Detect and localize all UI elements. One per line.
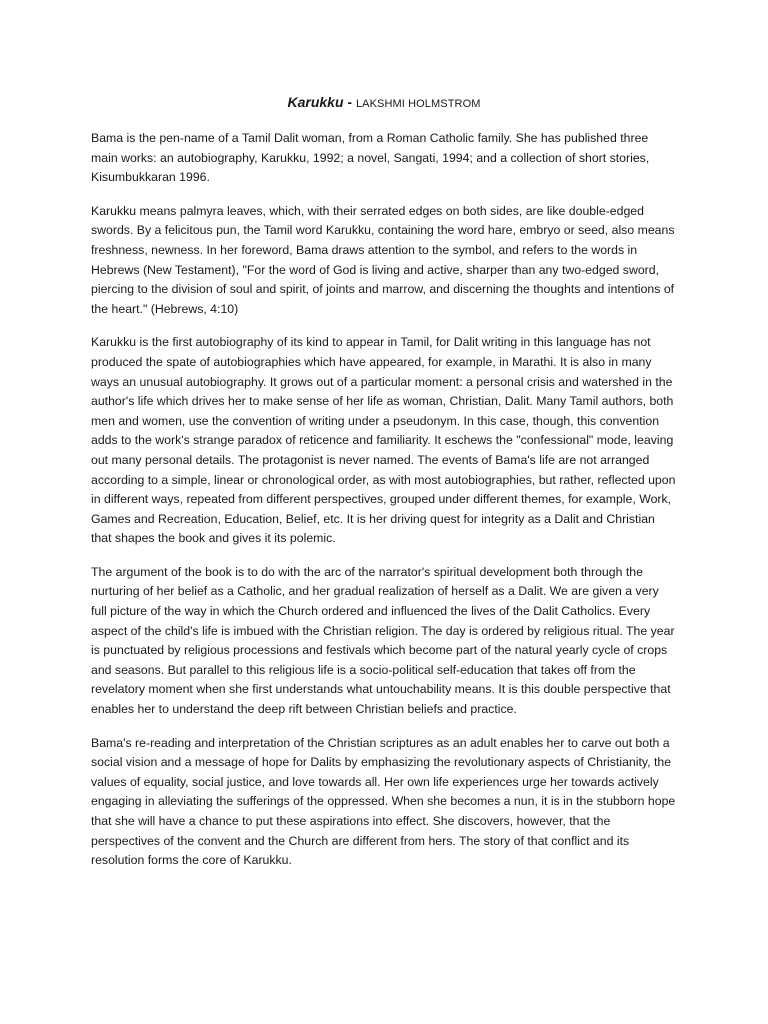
paragraph-scripture: Bama's re-reading and interpretation of the Christian scriptures as an adult enables her to carve out both a social vision and a message of hope for Dalits by emphasizing the revolutionary aspects of Christianity, the values of equality, social justice, and love towards all. Her own life experiences urge her towards actively engaging in alleviating the sufferings of the oppressed. When she becomes a nun, it is in the stubborn hope that she will have a chance to put these aspirations into effect. She discovers, however, that the perspectives of the convent and the Church are different from hers. The story of that conflict and its resolution forms the core of Karukku. [91, 735, 676, 868]
paragraph-autobiography: Karukku is the first autobiography of its kind to appear in Tamil, for Dalit writing in this language has not produced the spate of autobiographies which have appeared, for example, in Marathi. It is also in many ways an unusual autobiography. It grows out of a particular moment: a personal crisis and watershed in the author's life which drives her to make sense of her life as woman, Christian, Dalit. Many Tamil authors, both men and women, use the convention of writing under a pseudonym. In this case, though, this convention adds to the work's strange paradox of reticence and familiarity. It eschews the "confessional" mode, leaving out many personal details. The protagonist is never named. The events of Bama's life are not arranged according to a simple, linear or chronological order, as with most autobiographies, but rather, reflected upon in different ways, repeated from different perspectives, grouped under different themes, for example, Work, Games and Recreation, Education, Belief, etc. It is her driving quest for integrity as a Dalit and Christian that shapes the book and gives it its polemic. [91, 335, 676, 546]
document-title [91, 92, 677, 114]
paragraph-meaning: Karukku means palmyra leaves, which, with their serrated edges on both sides, are like double-edged swords. By a felicitous pun, the Tamil word Karukku, containing the word hare, embryo or seed, also means freshness, newness. In her foreword, Bama draws attention to the symbol, and refers to the words in Hebrews (New Testament), "For the word of God is living and active, sharper than any two-edged sword, piercing to the division of soul and spirit, of joints and marrow, and discerning the thoughts and intentions of the heart." (Hebrews, 4:10) [91, 203, 675, 316]
title-text: Karukku [287, 94, 344, 110]
paragraph-argument: The argument of the book is to do with the arc of the narrator's spiritual development both through the nurturing of her belief as a Catholic, and her gradual realization of herself as a Dalit. We are given a very full picture of the way in which the Church ordered and influenced the lives of the Dalit Catholics. Every aspect of the child's life is imbued with the Christian religion. The day is ordered by religious ritual. The year is punctuated by religious processions and festivals which become part of the natural yearly cycle of crops and seasons. But parallel to this religious life is a socio-political self-education that takes off from the revelatory moment when she first understands what untouchability means. It is this double perspective that enables her to understand the deep rift between Christian beliefs and practice. [91, 564, 675, 717]
author-name: LAKSHMI HOLMSTROM [355, 98, 481, 110]
document-page [91, 92, 677, 885]
title-separator: - [343, 94, 356, 110]
paragraph-intro: Bama is the pen-name of a Tamil Dalit woman, from a Roman Catholic family. She has published three main works: an autobiography, Karukku, 1992; a novel, Sangati, 1994; and a collection of short stories, Kisumbukkaran 1996. [91, 131, 650, 185]
